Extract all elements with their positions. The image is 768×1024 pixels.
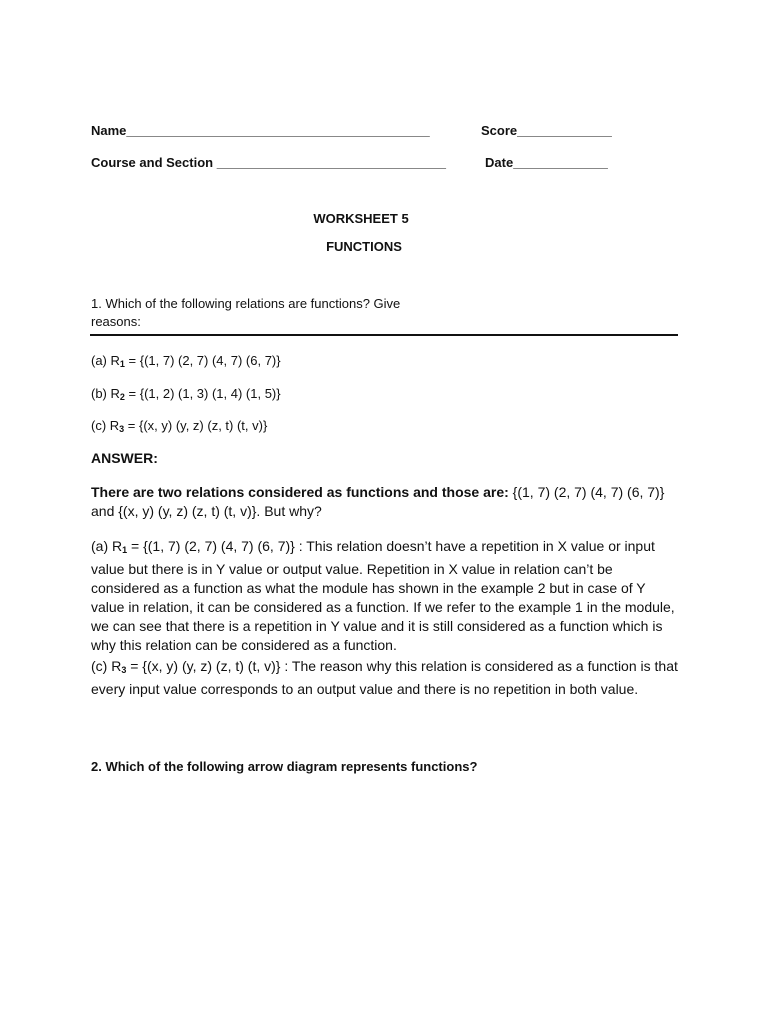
answer-intro-rest: {(1, 7) (2, 7) (4, 7) (6, 7)} and {(x, y) (y, z) (z, t) (t, v)}. But why? <box>91 484 665 519</box>
score-field <box>481 123 611 138</box>
relation-item-b: (b) R2 = {(1, 2) (1, 3) (1, 4) (1, 5)} <box>91 386 281 402</box>
date-field <box>485 155 607 170</box>
name-field <box>91 123 429 138</box>
name-label: Name <box>91 123 127 138</box>
topic-title: FUNCTIONS <box>326 239 402 254</box>
date-label: Date <box>485 155 514 170</box>
course-label: Course and Section <box>91 155 214 170</box>
relation-item-c: (c) R3 = {(x, y) (y, z) (z, t) (t, v)} <box>91 418 268 434</box>
question1-line2: reasons: <box>91 314 141 329</box>
worksheet-title: WORKSHEET 5 <box>313 211 409 226</box>
answer-c-paragraph: (c) R3 = {(x, y) (y, z) (z, t) (t, v)} : The reason why this relation is considered as a function is that every input value corresponds to an output value and there is no repetition in both value. <box>91 658 678 697</box>
question2-text: 2. Which of the following arrow diagram represents functions? <box>91 759 478 774</box>
score-blank: ______________ <box>517 123 612 138</box>
answer-a-paragraph: (a) R1 = {(1, 7) (2, 7) (4, 7) (6, 7)} : This relation doesn’t have a repetition in X value or input value but there is in Y value or output value. Repetition in X value in relation can’t be considered as a function as what the module has shown in the example 2 but in case of Y value in relation, it can be considered as a function. If we refer to the example 1 in the module, we can see that there is a repetition in Y value and it is still considered as a function which is why this relation can be considered as a function. <box>91 538 675 653</box>
relation-item-a: (a) R1 = {(1, 7) (2, 7) (4, 7) (6, 7)} <box>91 353 281 369</box>
answer-intro <box>91 483 681 521</box>
answer-intro-bold: There are two relations considered as functions and those are: <box>91 484 509 500</box>
question1-line1: 1. Which of the following relations are functions? Give <box>91 296 401 311</box>
date-blank: ______________ <box>513 155 608 170</box>
score-label: Score <box>481 123 518 138</box>
name-blank: _____________________________________________ <box>126 123 430 138</box>
answer-heading: ANSWER: <box>91 450 158 466</box>
horizontal-rule <box>90 334 678 336</box>
course-section-field <box>91 155 446 170</box>
course-blank: __________________________________ <box>216 155 446 170</box>
